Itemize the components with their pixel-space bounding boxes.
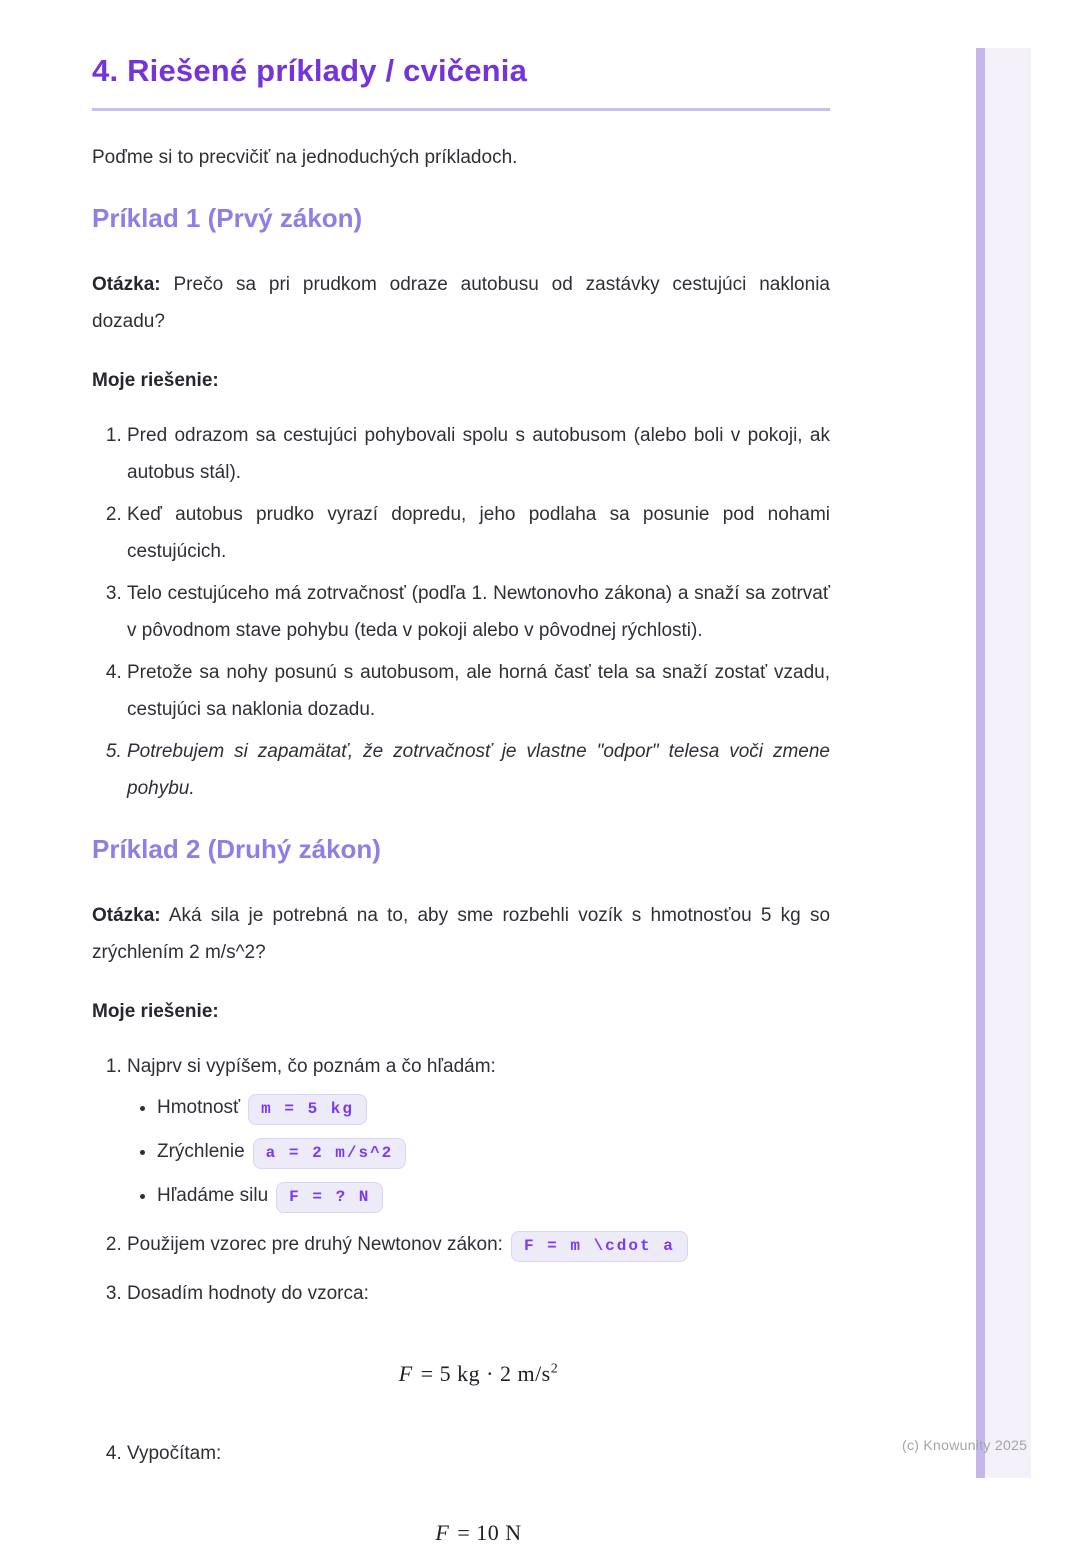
known-value-item <box>157 1089 830 1126</box>
code-chip: F = m \cdot a <box>511 1231 688 1262</box>
intro-text: Poďme si to precvičiť na jednoduchých príkladoch. <box>92 146 518 168</box>
known-value-item <box>157 1177 830 1214</box>
step-text: Vypočítam: <box>127 1443 222 1465</box>
question-label: Otázka: <box>92 273 161 295</box>
value-label: Hľadáme silu <box>157 1185 269 1207</box>
solution-step <box>127 1275 830 1395</box>
example-1-heading: Príklad 1 (Prvý zákon) <box>92 202 363 233</box>
copyright-text: (c) Knowunity 2025 <box>902 1437 1028 1453</box>
example-2-steps-list <box>92 1048 830 1555</box>
formula-text: F = 5 kg · 2 $m/s^2$ <box>398 1360 559 1386</box>
question-text: Prečo sa pri prudkom odraze autobusu od zastávky cestujúci naklonia dozadu? <box>92 273 830 332</box>
code-chip: m = 5 kg <box>248 1094 367 1125</box>
formula-block <box>127 1353 830 1396</box>
example-2-question <box>92 897 830 971</box>
step-text: Najprv si vypíšem, čo poznám a čo hľadám: <box>127 1056 496 1078</box>
solution-step: 4. Pretože sa nohy posunú s autobusom, ale horná časť tela sa snaží zostať vzadu, cestujúci sa naklonia dozadu. <box>127 654 830 728</box>
known-values-list <box>127 1089 830 1214</box>
solution-step <box>127 1435 830 1555</box>
solution-step: 2. Keď autobus prudko vyrazí dopredu, jeho podlaha sa posunie pod nohami cestujúcich. <box>127 496 830 570</box>
formula-block <box>127 1512 830 1555</box>
solution-step-note: 5. Potrebujem si zapamätať, že zotrvačnosť je vlastne "odpor" telesa voči zmene pohybu. <box>127 733 830 807</box>
example-1-steps-list <box>92 417 830 807</box>
example-2-solution-label: Moje riešenie: <box>92 1001 219 1023</box>
page-edge-border <box>976 48 985 1478</box>
example-1-question <box>92 266 830 340</box>
question-text: Aká sila je potrebná na to, aby sme rozbehli vozík s hmotnosťou 5 kg so zrýchlením 2 m/s^2? <box>92 905 831 964</box>
value-label: Hmotnosť <box>157 1097 241 1119</box>
code-chip: F = ? N <box>276 1182 383 1213</box>
known-value-item <box>157 1133 830 1170</box>
solution-step: 3. Telo cestujúceho má zotrvačnosť (podľa 1. Newtonovho zákona) a snaží sa zotrvať v pôvodnom stave pohybu (teda v pokoji alebo v pôvodnej rýchlosti). <box>127 575 830 649</box>
solution-step <box>127 1226 830 1263</box>
value-label: Zrýchlenie <box>157 1141 245 1163</box>
example-2-heading: Príklad 2 (Druhý zákon) <box>92 834 381 865</box>
question-label: Otázka: <box>92 905 161 927</box>
solution-step <box>127 1048 830 1214</box>
step-text: Dosadím hodnoty do vzorca: <box>127 1283 369 1305</box>
example-1-solution-label: Moje riešenie: <box>92 369 219 391</box>
solution-step: 1. Pred odrazom sa cestujúci pohybovali spolu s autobusom (alebo boli v pokoji, ak autobus stál). <box>127 417 830 491</box>
code-chip: a = 2 m/s^2 <box>253 1138 407 1169</box>
formula-text: F = 10 N <box>435 1520 522 1546</box>
step-text: Použijem vzorec pre druhý Newtonov zákon: <box>127 1234 503 1256</box>
page-title: 4. Riešené príklady / cvičenia <box>92 53 528 88</box>
page-edge-panel <box>985 48 1031 1478</box>
title-divider <box>92 108 830 111</box>
